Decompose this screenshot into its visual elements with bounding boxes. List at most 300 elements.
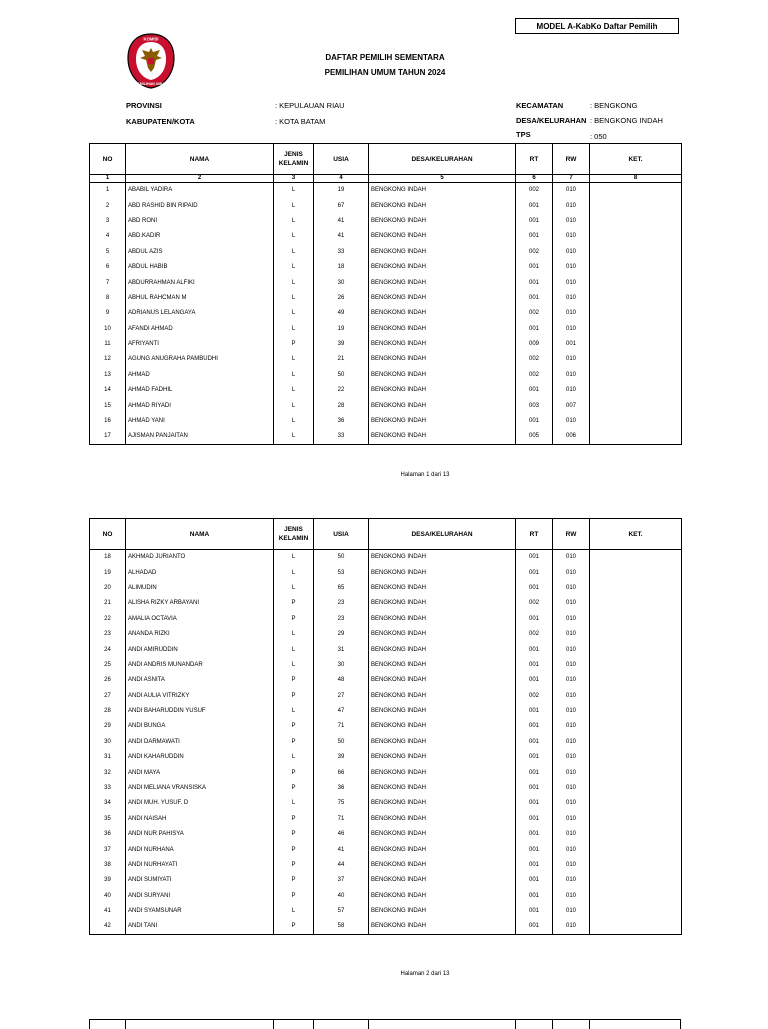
cell-rt: 001: [516, 657, 553, 672]
tps-label: TPS: [516, 130, 531, 139]
cell-rw: 010: [553, 827, 590, 842]
table-row: [90, 290, 682, 305]
cell-rw: 007: [553, 398, 590, 413]
cell-no: 22: [90, 611, 126, 626]
cell-rw: 010: [553, 842, 590, 857]
cell-usia: 71: [314, 719, 369, 734]
cell-jenis-kelamin: L: [274, 198, 314, 213]
cell-rt: 001: [516, 213, 553, 228]
cell-usia: 19: [314, 183, 369, 198]
cell-desa: BENGKONG INDAH: [369, 429, 516, 444]
cell-rt: 001: [516, 550, 553, 565]
cell-rt: 005: [516, 429, 553, 444]
cell-desa: BENGKONG INDAH: [369, 642, 516, 657]
cell-jenis-kelamin: L: [274, 626, 314, 641]
kecamatan-value: : BENGKONG: [590, 101, 638, 110]
table-row: [90, 183, 682, 198]
cell-usia: 48: [314, 673, 369, 688]
cell-desa: BENGKONG INDAH: [369, 306, 516, 321]
col-header-usia: USIA: [314, 519, 369, 550]
cell-ket: [590, 626, 682, 641]
col-number: 1: [90, 175, 126, 183]
cell-jenis-kelamin: L: [274, 750, 314, 765]
cell-desa: BENGKONG INDAH: [369, 827, 516, 842]
cell-nama: ANDI MELIANA VRANSISKA: [126, 780, 274, 795]
kabkota-value: : KOTA BATAM: [275, 117, 326, 126]
cell-rt: 001: [516, 565, 553, 580]
cell-nama: ABHUL RAHCMAN M: [126, 290, 274, 305]
table-row: [90, 306, 682, 321]
cell-no: 9: [90, 306, 126, 321]
cell-rt: 003: [516, 398, 553, 413]
table-row: [90, 383, 682, 398]
cell-ket: [590, 290, 682, 305]
cell-nama: AFRIYANTI: [126, 336, 274, 351]
cell-ket: [590, 259, 682, 274]
cell-nama: ANDI SUMIYATI: [126, 873, 274, 888]
cell-ket: [590, 213, 682, 228]
table-row: [90, 673, 682, 688]
cell-rw: 010: [553, 703, 590, 718]
cell-jenis-kelamin: L: [274, 244, 314, 259]
cell-rw: 010: [553, 367, 590, 382]
cell-rt: 002: [516, 183, 553, 198]
cell-desa: BENGKONG INDAH: [369, 290, 516, 305]
voter-table-page-1: [89, 143, 682, 445]
cell-no: 14: [90, 383, 126, 398]
cell-rw: 010: [553, 780, 590, 795]
provinsi-value: : KEPULAUAN RIAU: [275, 101, 345, 110]
cell-rt: 001: [516, 642, 553, 657]
cell-usia: 36: [314, 780, 369, 795]
cell-desa: BENGKONG INDAH: [369, 321, 516, 336]
cell-rt: 001: [516, 827, 553, 842]
cell-rw: 010: [553, 796, 590, 811]
cell-no: 25: [90, 657, 126, 672]
cell-ket: [590, 383, 682, 398]
cell-usia: 18: [314, 259, 369, 274]
cell-ket: [590, 888, 682, 903]
cell-rw: 010: [553, 383, 590, 398]
cell-nama: ABD RONI: [126, 213, 274, 228]
cell-rw: 010: [553, 244, 590, 259]
cell-no: 13: [90, 367, 126, 382]
cell-rt: 001: [516, 734, 553, 749]
cell-nama: ANDI NAISAH: [126, 811, 274, 826]
cell-jenis-kelamin: P: [274, 719, 314, 734]
cell-jenis-kelamin: L: [274, 429, 314, 444]
cell-nama: ANDI DARMAWATI: [126, 734, 274, 749]
cell-desa: BENGKONG INDAH: [369, 888, 516, 903]
col-header-jenis-kelamin: JENIS KELAMIN: [274, 519, 314, 550]
cell-ket: [590, 919, 682, 934]
cell-jenis-kelamin: P: [274, 336, 314, 351]
cell-jenis-kelamin: L: [274, 413, 314, 428]
cell-jenis-kelamin: P: [274, 919, 314, 934]
cell-nama: ANDI AMIRUDDIN: [126, 642, 274, 657]
cell-nama: ALIMUDIN: [126, 580, 274, 595]
col-header-nama: NAMA: [126, 519, 274, 550]
cell-ket: [590, 688, 682, 703]
cell-desa: BENGKONG INDAH: [369, 336, 516, 351]
cell-no: 21: [90, 596, 126, 611]
cell-rw: 010: [553, 673, 590, 688]
cell-no: 7: [90, 275, 126, 290]
table-row: [90, 919, 682, 934]
model-label: MODEL A-KabKo Daftar Pemilih: [515, 18, 679, 34]
cell-rw: 010: [553, 857, 590, 872]
cell-ket: [590, 275, 682, 290]
table-row: [90, 642, 682, 657]
cell-rt: 002: [516, 352, 553, 367]
table-row: [90, 657, 682, 672]
cell-jenis-kelamin: P: [274, 842, 314, 857]
cell-jenis-kelamin: L: [274, 580, 314, 595]
col-header-desa: DESA/KELURAHAN: [369, 144, 516, 175]
cell-usia: 33: [314, 244, 369, 259]
cell-jenis-kelamin: P: [274, 596, 314, 611]
cell-rt: 001: [516, 750, 553, 765]
provinsi-label: PROVINSI: [126, 101, 162, 110]
cell-usia: 53: [314, 565, 369, 580]
table-row: [90, 796, 682, 811]
cell-desa: BENGKONG INDAH: [369, 673, 516, 688]
cell-jenis-kelamin: L: [274, 183, 314, 198]
cell-ket: [590, 413, 682, 428]
cell-rt: 001: [516, 383, 553, 398]
cell-usia: 23: [314, 596, 369, 611]
cell-nama: AKHMAD JURIANTO: [126, 550, 274, 565]
table-row: [90, 873, 682, 888]
cell-no: 23: [90, 626, 126, 641]
cell-no: 32: [90, 765, 126, 780]
cell-jenis-kelamin: L: [274, 657, 314, 672]
cell-desa: BENGKONG INDAH: [369, 750, 516, 765]
cell-rw: 010: [553, 275, 590, 290]
cell-usia: 46: [314, 827, 369, 842]
cell-ket: [590, 642, 682, 657]
cell-ket: [590, 780, 682, 795]
col-number: 5: [369, 175, 516, 183]
cell-nama: ABD RASHID BIN RIPAID: [126, 198, 274, 213]
col-header-rt: RT: [516, 144, 553, 175]
cell-rt: 001: [516, 811, 553, 826]
cell-nama: ANDI SURYANI: [126, 888, 274, 903]
col-header-rw: RW: [553, 144, 590, 175]
cell-usia: 39: [314, 750, 369, 765]
cell-nama: ANDI AULIA VITRIZKY: [126, 688, 274, 703]
cell-desa: BENGKONG INDAH: [369, 811, 516, 826]
cell-rt: 001: [516, 611, 553, 626]
cell-nama: ABDURRAHMAN ALFIKI: [126, 275, 274, 290]
cell-jenis-kelamin: L: [274, 306, 314, 321]
cell-no: 17: [90, 429, 126, 444]
cell-no: 34: [90, 796, 126, 811]
cell-no: 42: [90, 919, 126, 934]
cell-usia: 23: [314, 611, 369, 626]
cell-desa: BENGKONG INDAH: [369, 903, 516, 918]
cell-usia: 49: [314, 306, 369, 321]
cell-usia: 33: [314, 429, 369, 444]
voter-table-page-2: [89, 518, 682, 935]
cell-desa: BENGKONG INDAH: [369, 413, 516, 428]
logo-bottom-text: PEMILIHAN UMUM: [135, 82, 167, 86]
cell-desa: BENGKONG INDAH: [369, 796, 516, 811]
cell-desa: BENGKONG INDAH: [369, 688, 516, 703]
cell-rw: 001: [553, 336, 590, 351]
cell-desa: BENGKONG INDAH: [369, 550, 516, 565]
cell-ket: [590, 429, 682, 444]
cell-desa: BENGKONG INDAH: [369, 183, 516, 198]
cell-ket: [590, 734, 682, 749]
col-header-no: NO: [90, 519, 126, 550]
cell-rw: 010: [553, 750, 590, 765]
cell-usia: 65: [314, 580, 369, 595]
cell-jenis-kelamin: P: [274, 780, 314, 795]
cell-rt: 001: [516, 796, 553, 811]
cell-no: 41: [90, 903, 126, 918]
table-row: [90, 719, 682, 734]
table-row: [90, 367, 682, 382]
cell-no: 5: [90, 244, 126, 259]
cell-ket: [590, 550, 682, 565]
cell-no: 8: [90, 290, 126, 305]
cell-rw: 010: [553, 229, 590, 244]
cell-usia: 41: [314, 229, 369, 244]
cell-jenis-kelamin: L: [274, 903, 314, 918]
cell-no: 12: [90, 352, 126, 367]
kpu-logo: [124, 32, 178, 90]
cell-ket: [590, 657, 682, 672]
cell-rw: 010: [553, 580, 590, 595]
cell-nama: ANDI TANI: [126, 919, 274, 934]
cell-no: 33: [90, 780, 126, 795]
cell-jenis-kelamin: L: [274, 352, 314, 367]
cell-no: 36: [90, 827, 126, 842]
cell-usia: 75: [314, 796, 369, 811]
col-number: 8: [590, 175, 682, 183]
cell-jenis-kelamin: L: [274, 259, 314, 274]
cell-desa: BENGKONG INDAH: [369, 275, 516, 290]
cell-ket: [590, 306, 682, 321]
cell-jenis-kelamin: L: [274, 383, 314, 398]
cell-desa: BENGKONG INDAH: [369, 352, 516, 367]
cell-rw: 010: [553, 688, 590, 703]
table-row: [90, 857, 682, 872]
table-row: [90, 413, 682, 428]
table-row: [90, 336, 682, 351]
cell-rw: 010: [553, 290, 590, 305]
cell-nama: ABD.KADIR: [126, 229, 274, 244]
table-row: [90, 842, 682, 857]
cell-desa: BENGKONG INDAH: [369, 719, 516, 734]
cell-usia: 30: [314, 657, 369, 672]
cell-rw: 010: [553, 198, 590, 213]
table-row: [90, 198, 682, 213]
cell-usia: 31: [314, 642, 369, 657]
col-header-jenis-kelamin: JENIS KELAMIN: [274, 144, 314, 175]
cell-no: 27: [90, 688, 126, 703]
cell-desa: BENGKONG INDAH: [369, 244, 516, 259]
cell-rt: 002: [516, 688, 553, 703]
cell-jenis-kelamin: L: [274, 275, 314, 290]
cell-ket: [590, 198, 682, 213]
cell-usia: 71: [314, 811, 369, 826]
cell-nama: ANDI NUR PAHISYA: [126, 827, 274, 842]
cell-ket: [590, 857, 682, 872]
cell-jenis-kelamin: P: [274, 888, 314, 903]
cell-rt: 009: [516, 336, 553, 351]
cell-no: 35: [90, 811, 126, 826]
cell-desa: BENGKONG INDAH: [369, 857, 516, 872]
table-row: [90, 321, 682, 336]
cell-no: 37: [90, 842, 126, 857]
cell-nama: ANDI KAHARUDDIN: [126, 750, 274, 765]
cell-rw: 010: [553, 657, 590, 672]
cell-no: 10: [90, 321, 126, 336]
cell-nama: ABDUL HABIB: [126, 259, 274, 274]
cell-no: 29: [90, 719, 126, 734]
cell-rw: 010: [553, 321, 590, 336]
cell-usia: 41: [314, 213, 369, 228]
cell-rw: 006: [553, 429, 590, 444]
cell-jenis-kelamin: P: [274, 811, 314, 826]
table-row: [90, 888, 682, 903]
cell-usia: 36: [314, 413, 369, 428]
cell-usia: 57: [314, 903, 369, 918]
cell-desa: BENGKONG INDAH: [369, 398, 516, 413]
cell-nama: ABDUL AZIS: [126, 244, 274, 259]
cell-usia: 47: [314, 703, 369, 718]
cell-rt: 001: [516, 857, 553, 872]
table-row: [90, 688, 682, 703]
cell-no: 1: [90, 183, 126, 198]
cell-ket: [590, 565, 682, 580]
cell-desa: BENGKONG INDAH: [369, 213, 516, 228]
cell-rw: 010: [553, 765, 590, 780]
cell-rt: 001: [516, 259, 553, 274]
cell-jenis-kelamin: L: [274, 703, 314, 718]
cell-rw: 010: [553, 888, 590, 903]
cell-usia: 26: [314, 290, 369, 305]
cell-no: 19: [90, 565, 126, 580]
cell-rw: 010: [553, 903, 590, 918]
cell-desa: BENGKONG INDAH: [369, 229, 516, 244]
col-header-nama: NAMA: [126, 144, 274, 175]
cell-nama: AMALIA OCTAVIA: [126, 611, 274, 626]
table-row: [90, 765, 682, 780]
cell-rw: 010: [553, 642, 590, 657]
cell-desa: BENGKONG INDAH: [369, 367, 516, 382]
cell-ket: [590, 673, 682, 688]
cell-no: 38: [90, 857, 126, 872]
cell-jenis-kelamin: L: [274, 229, 314, 244]
cell-no: 4: [90, 229, 126, 244]
cell-ket: [590, 183, 682, 198]
cell-rt: 001: [516, 580, 553, 595]
cell-rw: 010: [553, 413, 590, 428]
cell-jenis-kelamin: P: [274, 765, 314, 780]
cell-desa: BENGKONG INDAH: [369, 873, 516, 888]
cell-jenis-kelamin: P: [274, 611, 314, 626]
cell-jenis-kelamin: L: [274, 796, 314, 811]
cell-rw: 010: [553, 596, 590, 611]
col-header-desa: DESA/KELURAHAN: [369, 519, 516, 550]
cell-desa: BENGKONG INDAH: [369, 703, 516, 718]
cell-jenis-kelamin: P: [274, 734, 314, 749]
cell-nama: AHMAD: [126, 367, 274, 382]
cell-ket: [590, 321, 682, 336]
page-footer-2: Halaman 2 dari 13: [400, 971, 450, 977]
desa-value: : BENGKONG INDAH: [590, 116, 663, 125]
cell-rt: 002: [516, 596, 553, 611]
doc-title-line1: DAFTAR PEMILIH SEMENTARA: [325, 53, 445, 62]
table-row: [90, 703, 682, 718]
cell-ket: [590, 367, 682, 382]
cell-nama: ANDI NURHANA: [126, 842, 274, 857]
cell-jenis-kelamin: L: [274, 642, 314, 657]
cell-no: 15: [90, 398, 126, 413]
doc-title-line2: PEMILIHAN UMUM TAHUN 2024: [324, 68, 446, 77]
cell-usia: 19: [314, 321, 369, 336]
cell-usia: 22: [314, 383, 369, 398]
table-row: [90, 611, 682, 626]
cell-no: 11: [90, 336, 126, 351]
logo-top-text: KOMISI: [143, 36, 159, 42]
cell-ket: [590, 796, 682, 811]
kecamatan-label: KECAMATAN: [516, 101, 564, 110]
col-number: 6: [516, 175, 553, 183]
cell-nama: ANDI ANDRIS MUNANDAR: [126, 657, 274, 672]
table-row: [90, 244, 682, 259]
cell-rt: 001: [516, 198, 553, 213]
cell-desa: BENGKONG INDAH: [369, 765, 516, 780]
kabkota-label: KABUPATEN/KOTA: [126, 117, 195, 126]
cell-jenis-kelamin: P: [274, 688, 314, 703]
cell-desa: BENGKONG INDAH: [369, 580, 516, 595]
cell-rw: 010: [553, 550, 590, 565]
cell-no: 16: [90, 413, 126, 428]
cell-nama: ALHADAD: [126, 565, 274, 580]
table-row: [90, 734, 682, 749]
table-row: [90, 229, 682, 244]
cell-jenis-kelamin: P: [274, 827, 314, 842]
cell-jenis-kelamin: L: [274, 321, 314, 336]
cell-ket: [590, 244, 682, 259]
table-row: [90, 352, 682, 367]
cell-rt: 001: [516, 673, 553, 688]
cell-no: 6: [90, 259, 126, 274]
table-row: [90, 626, 682, 641]
cell-rw: 010: [553, 306, 590, 321]
col-number: 2: [126, 175, 274, 183]
table-row: [90, 596, 682, 611]
cell-rw: 010: [553, 259, 590, 274]
col-header-no: NO: [90, 144, 126, 175]
col-header-usia: USIA: [314, 144, 369, 175]
cell-usia: 21: [314, 352, 369, 367]
cell-nama: AHMAD YANI: [126, 413, 274, 428]
cell-rt: 001: [516, 919, 553, 934]
cell-ket: [590, 336, 682, 351]
cell-desa: BENGKONG INDAH: [369, 383, 516, 398]
cell-rw: 010: [553, 626, 590, 641]
cell-nama: ANDI MAYA: [126, 765, 274, 780]
cell-jenis-kelamin: L: [274, 367, 314, 382]
cell-no: 30: [90, 734, 126, 749]
cell-rt: 002: [516, 244, 553, 259]
cell-rw: 010: [553, 611, 590, 626]
